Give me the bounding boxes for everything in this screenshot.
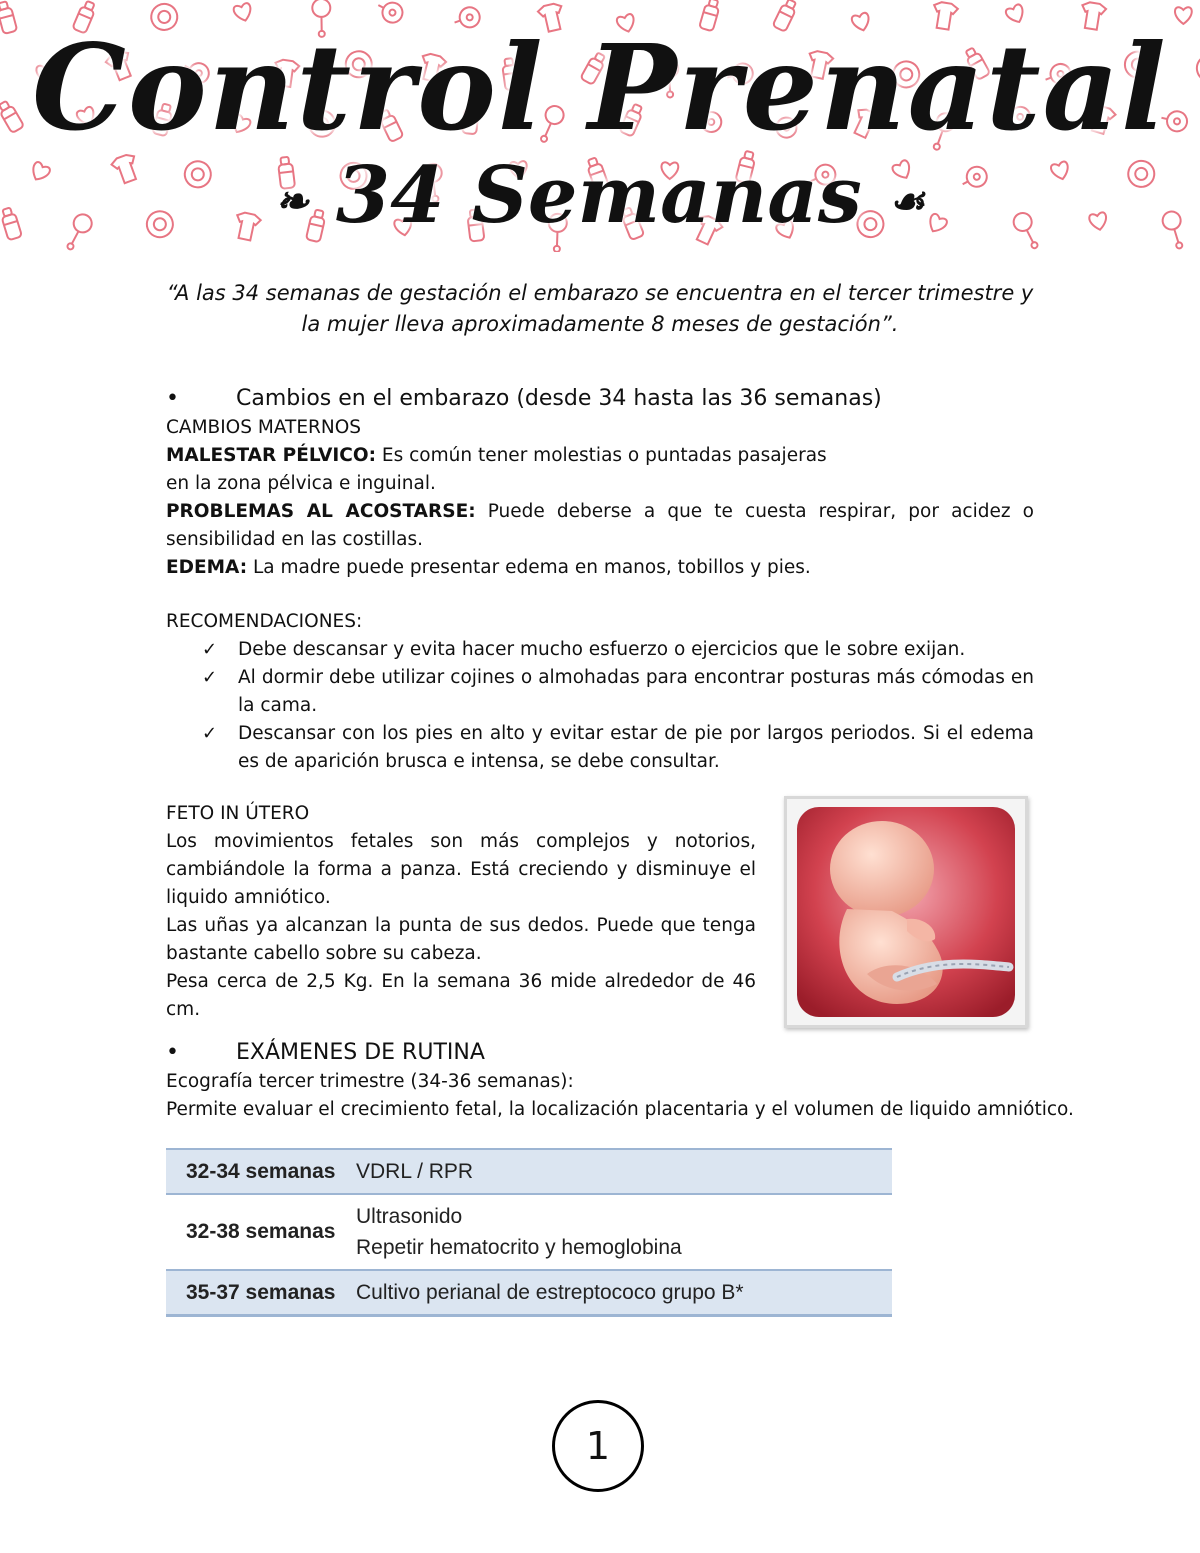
test-item: Ultrasonido: [356, 1205, 463, 1228]
table-cell-period: 35-37 semanas: [166, 1270, 346, 1316]
table-cell-tests: [346, 1149, 892, 1194]
subtitle-text: 34 Semanas: [335, 150, 862, 241]
maternal-item-pelvic-cont: en la zona pélvica e inguinal.: [166, 473, 436, 494]
table-cell-tests: [346, 1270, 892, 1316]
table-row: [166, 1270, 892, 1316]
exams-line-1: Ecografía tercer trimestre (34-36 semanas):: [166, 1071, 574, 1092]
page-title: Control Prenatal: [32, 18, 1168, 157]
maternal-item-label: PROBLEMAS AL ACOSTARSE:: [166, 501, 476, 522]
list-item-text: Descansar con los pies en alto y evitar estar de pie por largos periodos. Si el edema es de aparición brusca e intensa, se debe consultar.: [238, 723, 1034, 772]
maternal-item-pelvic: [166, 442, 1034, 470]
page-content: [166, 278, 1074, 1124]
spacer: [166, 582, 1034, 608]
changes-heading-text: Cambios en el embarazo (desde 34 hasta las 36 semanas): [236, 386, 882, 411]
table-cell-period: 32-34 semanas: [166, 1149, 346, 1194]
check-icon: ✓: [202, 667, 218, 688]
table-row: [166, 1194, 892, 1270]
ornament-right-icon: ☙: [888, 178, 925, 225]
exams-heading: [166, 1038, 1034, 1068]
fetus-illustration: [787, 799, 1025, 1025]
table-cell-period: 32-38 semanas: [166, 1194, 346, 1270]
table-row: [166, 1149, 892, 1194]
fetus-paragraph: Pesa cerca de 2,5 Kg. En la semana 36 mide alrededor de 46 cm.: [166, 971, 756, 1020]
test-item: Cultivo perianal de estreptococo grupo B*: [356, 1281, 744, 1304]
fetus-heading: FETO IN ÚTERO: [166, 803, 310, 824]
header-banner: [0, 0, 1200, 252]
bullet-icon: •: [166, 1040, 179, 1065]
maternal-item-lying: [166, 498, 1034, 554]
fetus-paragraph: Las uñas ya alcanzan la punta de sus dedos. Puede que tenga bastante cabello sobre su cabeza.: [166, 915, 756, 964]
list-item: [166, 720, 1034, 776]
recommendations-heading: RECOMENDACIONES:: [166, 611, 363, 632]
maternal-item-label: EDEMA:: [166, 557, 248, 578]
exams-heading-text: EXÁMENES DE RUTINA: [236, 1040, 485, 1065]
exams-line-2: Permite evaluar el crecimiento fetal, la localización placentaria y el volumen de liquido amniótico.: [166, 1099, 1074, 1120]
check-icon: ✓: [202, 723, 218, 744]
fetus-paragraph: Los movimientos fetales son más complejos y notorios, cambiándole la forma a panza. Está creciendo y disminuye el liquido amniótico.: [166, 831, 756, 908]
fetus-section: [166, 800, 1034, 1036]
maternal-heading: CAMBIOS MATERNOS: [166, 417, 362, 438]
maternal-item-text: Puede deberse a que te cuesta respirar, por acidez o sensibilidad en las costillas.: [166, 501, 1034, 550]
recommendations-list: [166, 636, 1034, 776]
check-icon: ✓: [202, 639, 218, 660]
list-item: [166, 636, 1034, 664]
maternal-item-edema: [166, 554, 1034, 582]
ornament-left-icon: ❧: [275, 178, 309, 225]
fetus-text: [166, 828, 756, 1024]
maternal-item-text: La madre puede presentar edema en manos, tobillos y pies.: [247, 557, 811, 578]
intro-quote: “A las 34 semanas de gestación el embarazo se encuentra en el tercer trimestre y la mujer lleva aproximadamente 8 meses de gestación”.: [166, 281, 1034, 336]
bullet-icon: •: [166, 386, 179, 411]
exams-table: [166, 1148, 892, 1317]
test-item: VDRL / RPR: [356, 1160, 474, 1183]
list-item: [166, 664, 1034, 720]
page-subtitle: [0, 150, 1200, 241]
changes-heading: [166, 384, 1034, 414]
page-number: 1: [552, 1400, 644, 1492]
list-item-text: Debe descansar y evita hacer mucho esfuerzo o ejercicios que le sobre exijan.: [238, 639, 966, 660]
test-item: Repetir hematocrito y hemoglobina: [356, 1236, 682, 1259]
maternal-item-label: MALESTAR PÉLVICO:: [166, 445, 377, 466]
list-item-text: Al dormir debe utilizar cojines o almohadas para encontrar posturas más cómodas en la cama.: [238, 667, 1034, 716]
fetus-image: [784, 796, 1028, 1028]
maternal-item-text: Es común tener molestias o puntadas pasajeras: [376, 445, 827, 466]
table-cell-tests: [346, 1194, 892, 1270]
